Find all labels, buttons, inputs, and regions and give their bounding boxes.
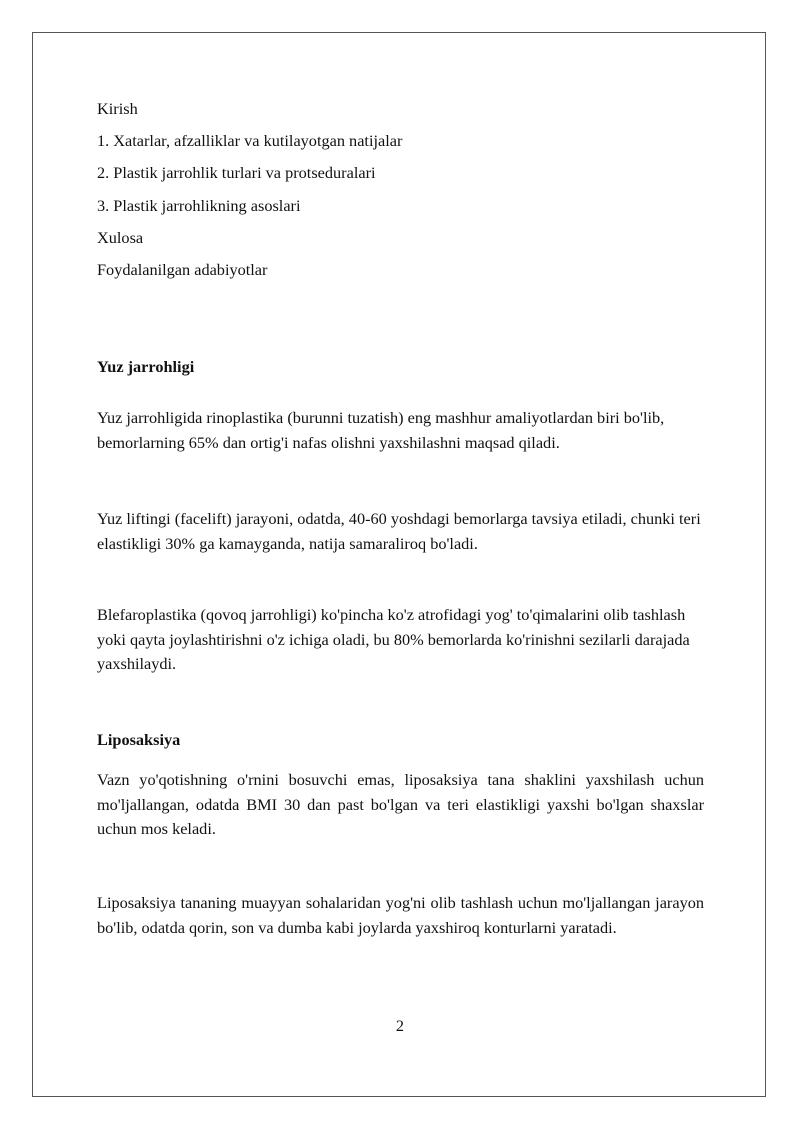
paragraph-facelift: Yuz liftingi (facelift) jarayoni, odatda, 40-60 yoshdagi bemorlarga tavsiya etiladi, chunki teri elastikligi 30% ga kamayganda, natija samaraliroq bo'ladi. [97, 509, 701, 553]
paragraph-rhinoplasty: Yuz jarrohligida rinoplastika (burunni tuzatish) eng mashhur amaliyotlardan biri bo'lib, bemorlarning 65% dan ortig'i nafas olishni yaxshilashni maqsad qiladi. [97, 408, 665, 452]
toc-item-risks: 1. Xatarlar, afzalliklar va kutilayotgan natijalar [97, 131, 403, 150]
section-heading-face-surgery: Yuz jarrohligi [97, 357, 195, 376]
toc-item-introduction: Kirish [97, 99, 138, 118]
toc-item-conclusion: Xulosa [97, 228, 144, 247]
page-number: 2 [395, 1016, 405, 1035]
paragraph-liposuction-process: Liposaksiya tananing muayyan sohalaridan yog'ni olib tashlash uchun mo'ljallangan jarayon bo'lib, odatda qorin, son va dumba kabi joylarda yaxshiroq konturlarni yaratadi. [97, 893, 704, 937]
paragraph-blepharoplasty: Blefaroplastika (qovoq jarrohligi) ko'pincha ko'z atrofidagi yog' to'qimalarini olib tashlash yoki qayta joylashtirishni o'z ichiga oladi, bu 80% bemorlarda ko'rinishni sezilarli darajada yaxshilaydi. [97, 605, 690, 673]
section-heading-liposuction: Liposaksiya [97, 730, 181, 749]
paragraph-liposuction-purpose: Vazn yo'qotishning o'rnini bosuvchi emas, liposaksiya tana shaklini yaxshilash uchun mo'ljallangan, odatda BMI 30 dan past bo'lgan va teri elastikligi yaxshi bo'lgan shaxslar uchun mos keladi. [97, 770, 704, 838]
toc-item-references: Foydalanilgan adabiyotlar [97, 260, 268, 279]
toc-item-types: 2. Plastik jarrohlik turlari va protseduralari [97, 163, 376, 182]
toc-item-basics: 3. Plastik jarrohlikning asoslari [97, 196, 301, 215]
